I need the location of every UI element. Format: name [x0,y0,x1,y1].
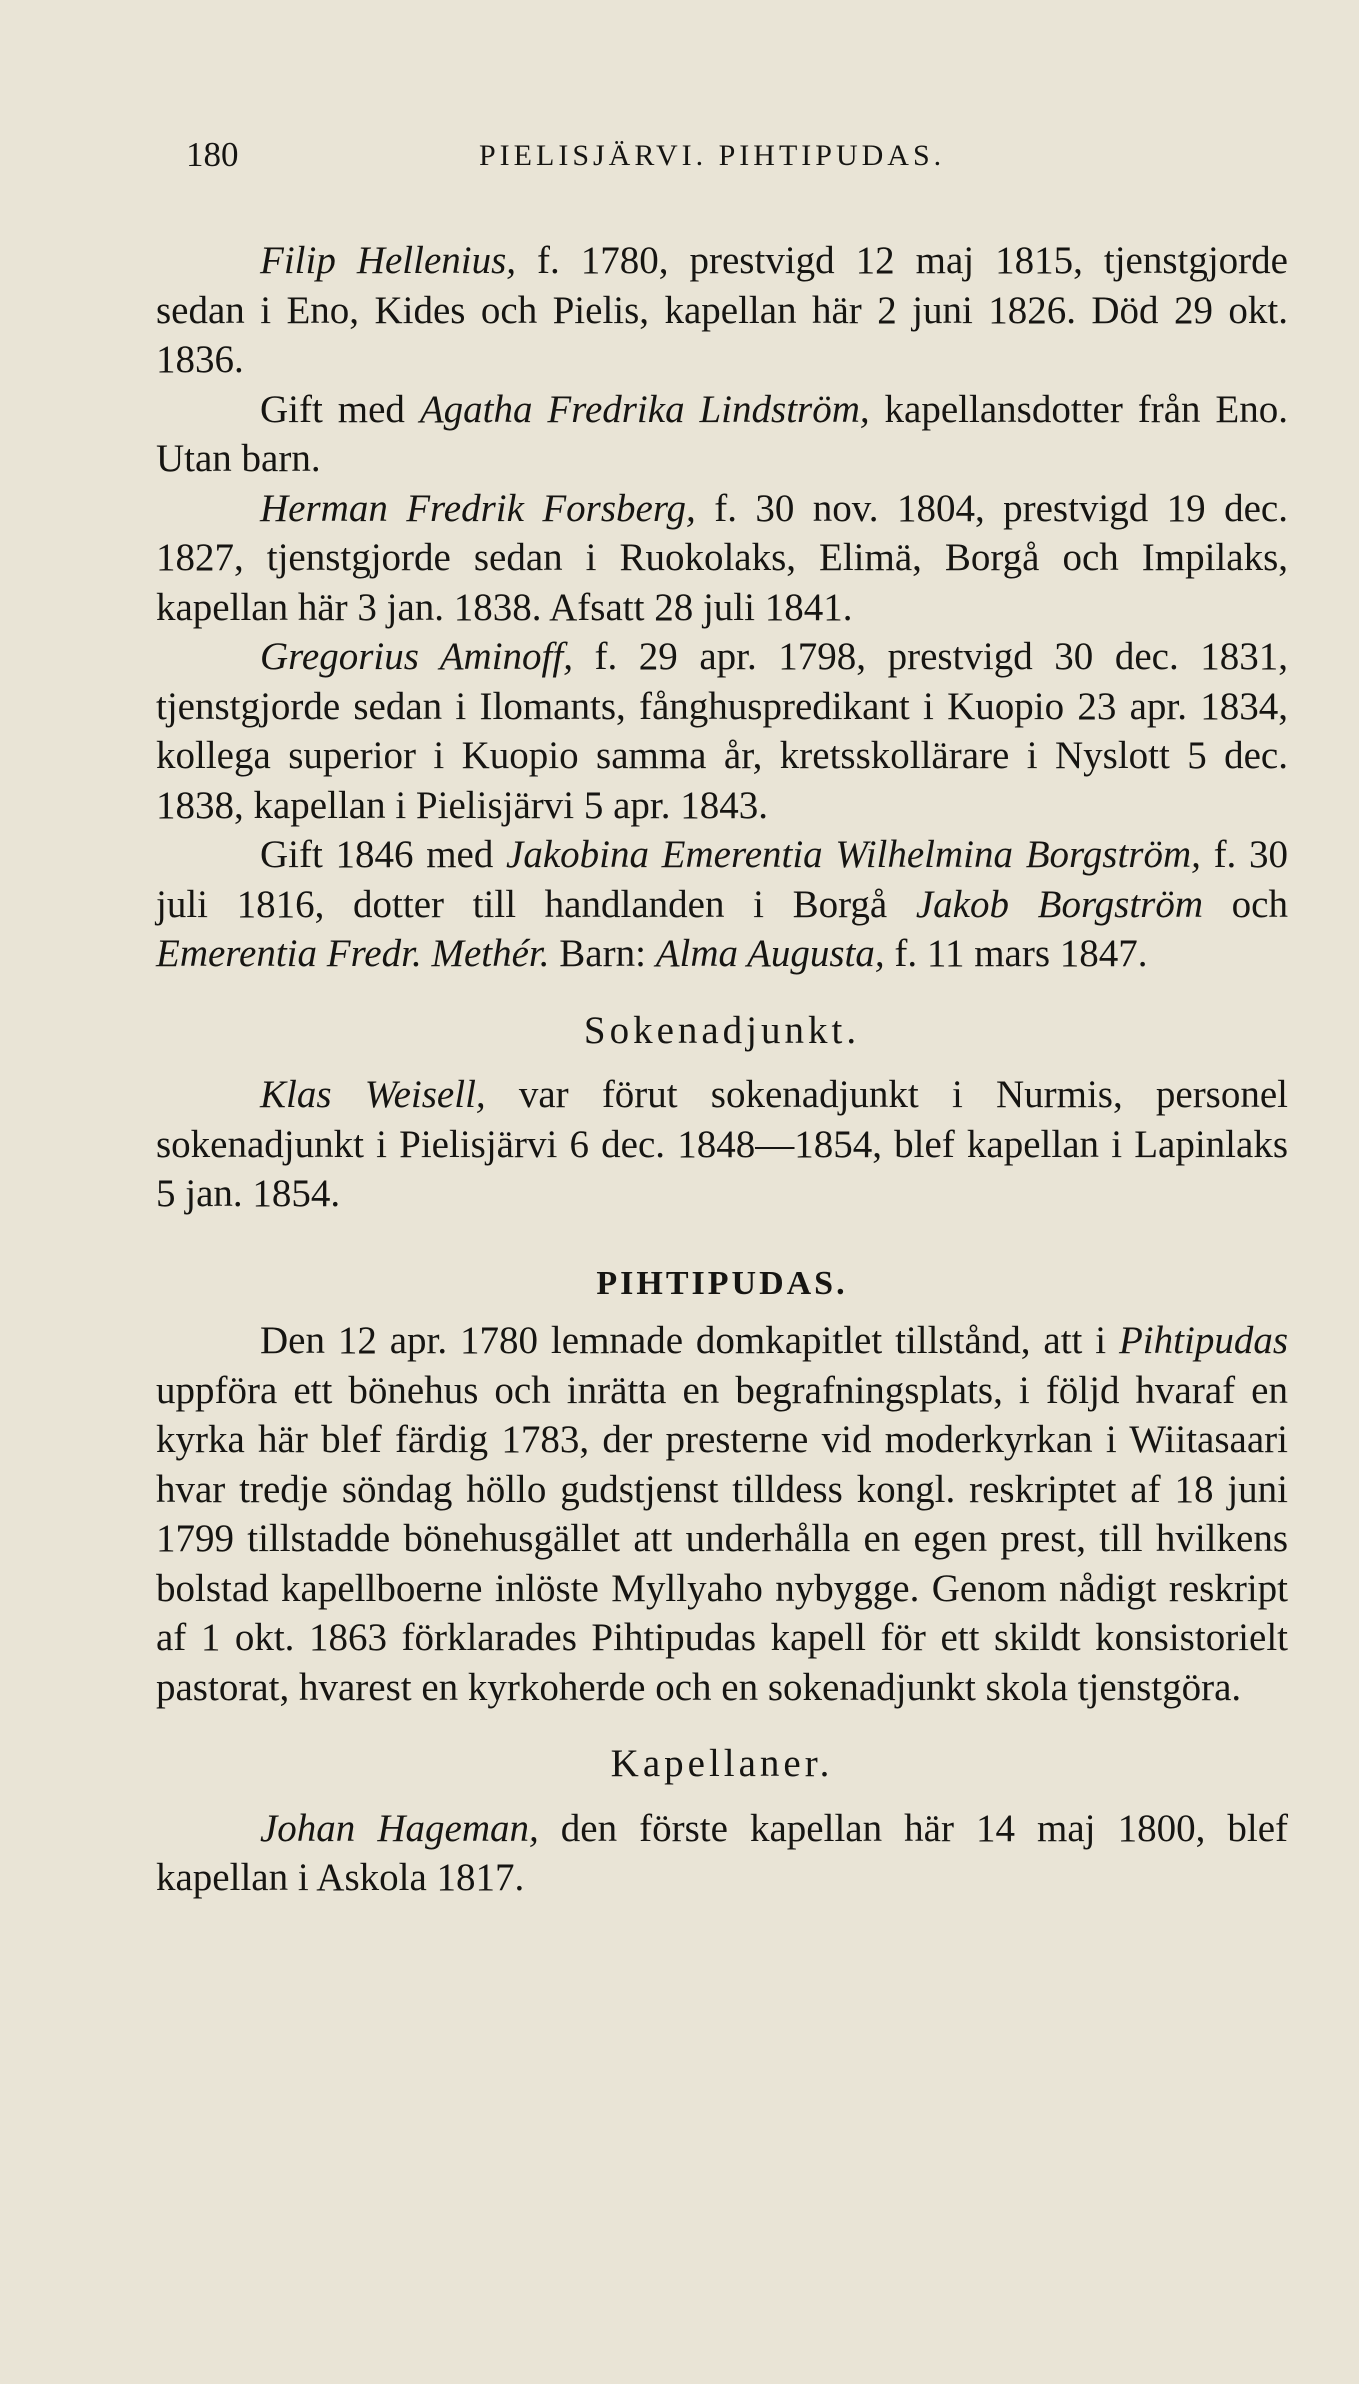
entry-hellenius-marriage [156,385,1288,484]
entry-weisell [156,1070,1288,1219]
person-name: Filip Hellenius, [260,239,517,282]
person-name: Jakobina Emerentia Wilhelmina Borgström, [506,833,1201,876]
entry-text: och [1203,882,1288,926]
person-name: Gregorius Aminoff, [260,635,573,678]
entry-aminoff [156,632,1288,830]
entry-text: f. 11 mars 1847. [884,932,1148,975]
entry-text: f. 1780, prestvigd 12 maj 1815, tjenstgjorde sedan i Eno, Kides och Pielis, kapellan här 2 juni 1826. Död 29 okt. 1836. [156,239,1288,381]
entry-hageman [156,1804,1288,1903]
page-header [186,135,1286,185]
section-heading-pihtipudas: PIHTIPUDAS. [596,1264,848,1302]
person-name: Alma Augusta, [655,932,885,975]
entry-text: f. 30 nov. 1804, prestvigd 19 dec. 1827, tjenstgjorde sedan i Ruokolaks, Elimä, Borgå och Impilaks, kapellan här 3 jan. 1838. Afsatt 28 juli 1841. [156,486,1288,629]
entry-hellenius [156,236,1288,385]
entry-text: den förste kapellan här 14 maj 1800, blef kapellan i Askola 1817. [156,1806,1288,1899]
entry-text: uppföra ett bönehus och inrätta en begrafningsplats, i följd hvaraf en kyrka här blef färdig 1783, der presterne vid moderkyrkan i Wiitasaari hvar tredje söndag höllo gudstjenst tilldess kongl. reskriptet af 18 juni 1799 tillstadde bönehusgället att underhålla en egen prest, till hvilkens bolstad kapellboerne inlöste Myllyaho nybygge. Genom nådigt reskript af 1 okt. 1863 förklarades Pihtipudas kapell för ett skildt konsistorielt pastorat, hvarest en kyrkoherde och en sokenadjunkt skola tjenstgöra. [156,1368,1288,1709]
person-name: Herman Fredrik Forsberg, [260,486,696,530]
entry-text: Barn: [549,932,656,975]
person-name: Agatha Fredrika Lindström, [419,387,870,431]
entry-text: Gift med [260,387,420,431]
page-number: 180 [186,135,239,174]
entry-forsberg [156,484,1288,633]
section-heading-sokenadjunkt: Sokenadjunkt. [583,1008,861,1052]
entry-text: f. 30 juli 1816, dotter till handlanden i Borgå [156,833,1288,926]
entry-pihtipudas-intro [156,1316,1288,1712]
entry-text: f. 29 apr. 1798, prestvigd 30 dec. 1831, tjenstgjorde sedan i Ilomants, fånghuspredikant i Kuopio 23 apr. 1834, kollega superior i Kuopio samma år, kretsskollärare i Nyslott 5 dec. 1838, kapellan i Pielisjärvi 5 apr. 1843. [156,635,1288,827]
person-name: Klas Weisell, [260,1073,486,1116]
person-name: Johan Hageman, [260,1806,539,1850]
person-name: Jakob Borgström [915,882,1204,926]
page-body [156,236,1288,1903]
entry-text: Gift 1846 med [260,833,507,876]
entry-text: kapellansdotter från Eno. Utan barn. [156,387,1289,480]
entry-text: Den 12 apr. 1780 lemnade domkapitlet tillstånd, att i [260,1319,1119,1362]
entry-aminoff-marriage [156,830,1288,979]
section-heading-kapellaner: Kapellaner. [610,1742,834,1785]
place-name: Pihtipudas [1118,1319,1288,1362]
entry-text: var förut sokenadjunkt i Nurmis, personel sokenadjunkt i Pielisjärvi 6 dec. 1848—1854, blef kapellan i Lapinlaks 5 jan. 1854. [156,1073,1288,1215]
running-head: PIELISJÄRVI. PIHTIPUDAS. [479,139,946,172]
person-name: Emerentia Fredr. Methér. [156,932,550,975]
